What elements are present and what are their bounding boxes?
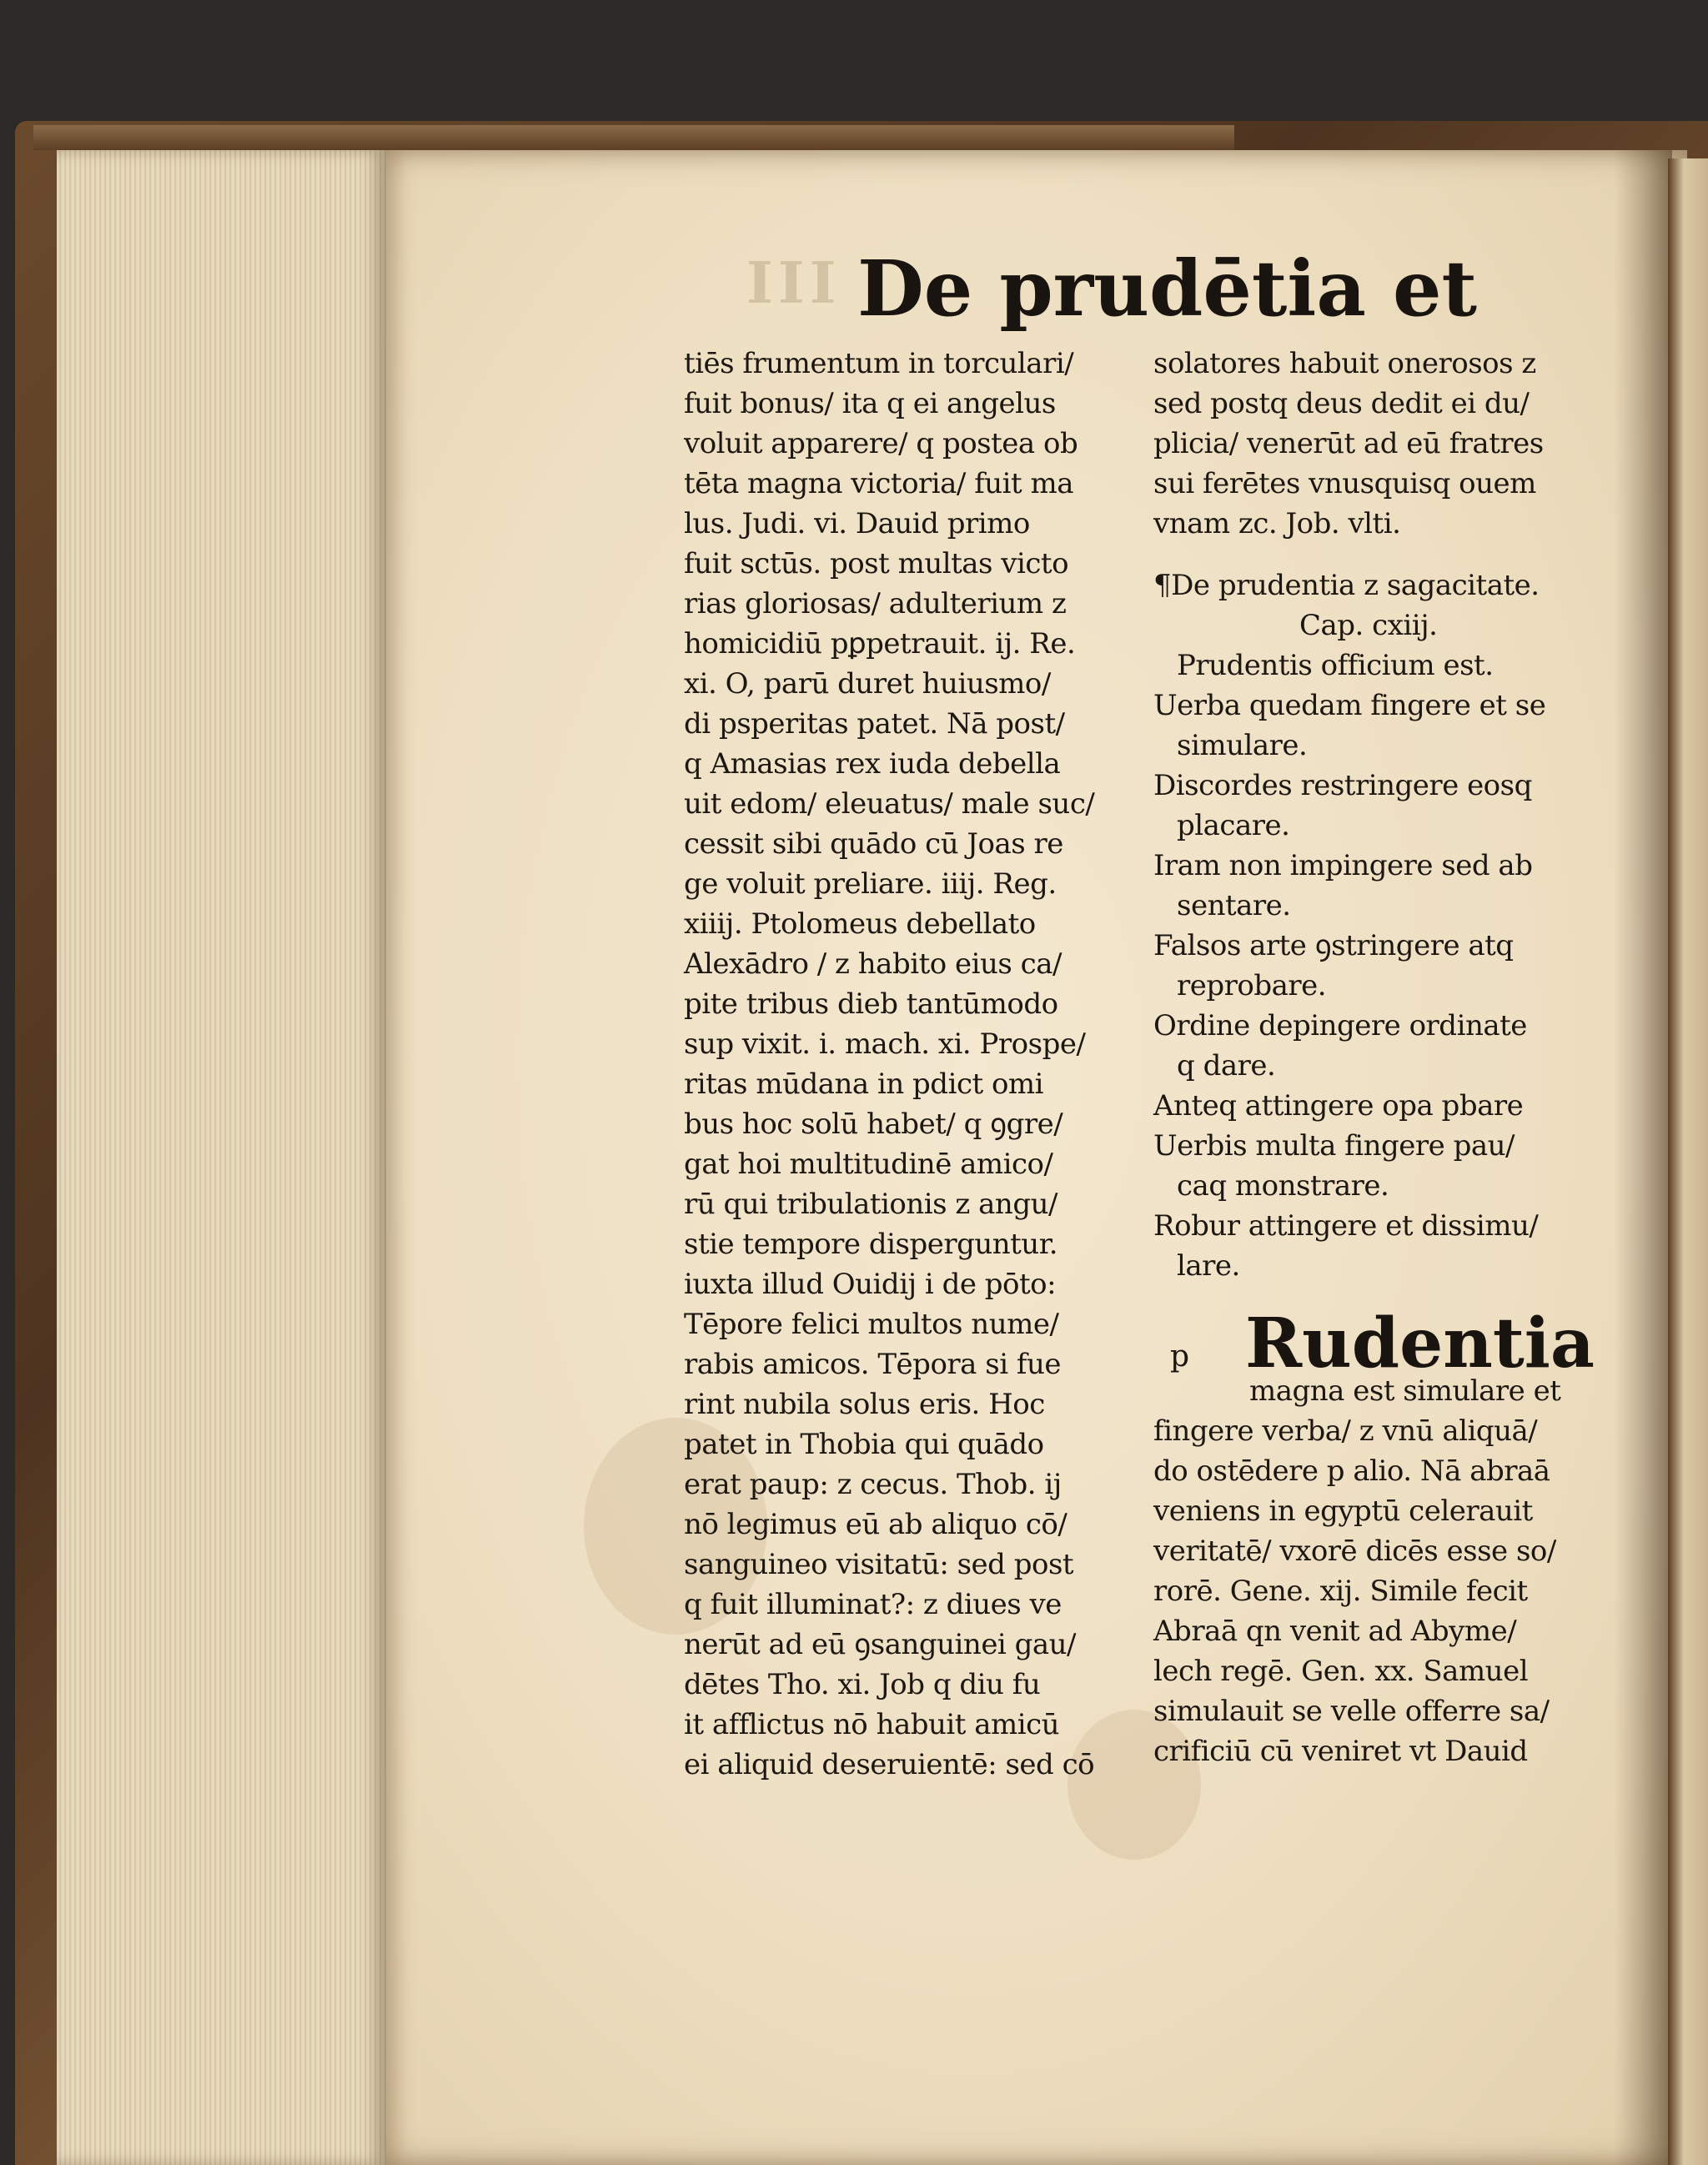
text-line: simulauit se velle offerre sa/ <box>1153 1695 1550 1728</box>
text-line: nō legimus eū ab aliquo cō/ <box>684 1508 1068 1541</box>
text-line: q fuit illuminat?: z diues ve <box>684 1588 1062 1621</box>
text-line: nerūt ad eū ꝯsanguinei gau/ <box>684 1628 1077 1661</box>
text-line: rorē. Gene. xij. Simile fecit <box>1153 1575 1528 1608</box>
text-line: voluit apparere/ q postea ob <box>684 427 1078 460</box>
verse-line: simulare. <box>1177 729 1308 762</box>
text-line: patet in Thobia qui quādo <box>684 1428 1044 1461</box>
text-line: xi. O, parū duret huiusmo/ <box>684 667 1051 701</box>
verse-line: Iram non impingere sed ab <box>1153 849 1533 882</box>
text-line: solatores habuit onerosos z <box>1153 347 1536 380</box>
text-line: lus. Judi. vi. Dauid primo <box>684 507 1030 540</box>
text-line: ei aliquid deseruientē: sed cō <box>684 1748 1095 1781</box>
text-line: plicia/ venerūt ad eū fratres <box>1153 427 1544 460</box>
verse-line: Falsos arte ꝯstringere atq <box>1153 929 1514 962</box>
verse-intro: Prudentis officium est. <box>1177 649 1494 682</box>
chapter-heading: ¶De prudentia z sagacitate. <box>1153 569 1540 602</box>
text-line: sed postq deus dedit ei du/ <box>1153 387 1530 420</box>
running-title: De prudētia et <box>857 244 1478 334</box>
text-line: rabis amicos. Tēpora si fue <box>684 1348 1061 1381</box>
verse-line: caq monstrare. <box>1177 1169 1389 1203</box>
text-line: q Amasias rex iuda debella <box>684 747 1061 781</box>
text-line: Alexādro / z habito eius ca/ <box>684 947 1062 981</box>
text-line: magna est simulare et <box>1249 1374 1561 1408</box>
gutter-shadow <box>1614 150 1672 2165</box>
text-line: vnam zc. Job. vlti. <box>1153 507 1401 540</box>
verse-line: Uerbis multa fingere pau/ <box>1153 1129 1515 1163</box>
verse-line: Uerba quedam fingere et se <box>1153 689 1546 722</box>
text-line: Tēpore felici multos nume/ <box>684 1308 1059 1341</box>
text-line: erat paup: z cecus. Thob. ij <box>684 1468 1062 1501</box>
right-text-column <box>1153 344 1608 1286</box>
text-line: uit edom/ eleuatus/ male suc/ <box>684 787 1095 821</box>
verse-line: q dare. <box>1177 1049 1276 1082</box>
text-line: fuit bonus/ ita q ei angelus <box>684 387 1056 420</box>
text-line: gat hoi multitudinē amico/ <box>684 1148 1053 1181</box>
left-text-column <box>684 344 1134 1785</box>
verse-line: Discordes restringere eosq <box>1153 769 1532 802</box>
text-line: veniens in egyptū celerauit <box>1153 1494 1533 1528</box>
text-line: ritas mūdana in pdict omi <box>684 1067 1044 1101</box>
section-heading-word: Rudentia <box>1245 1304 1595 1384</box>
verse-line: reprobare. <box>1177 969 1327 1002</box>
verse-line: lare. <box>1177 1249 1240 1283</box>
page-edges-left <box>57 150 386 2165</box>
text-line: Abraā qn venit ad Abyme/ <box>1153 1615 1517 1648</box>
verse-line: Robur attingere et dissimu/ <box>1153 1209 1539 1243</box>
text-line: rū qui tribulationis z angu/ <box>684 1188 1057 1221</box>
text-line: do ostēdere p alio. Nā abraā <box>1153 1454 1550 1488</box>
cover-top-edge <box>33 125 1234 150</box>
text-line: veritatē/ vxorē dicēs esse so/ <box>1153 1535 1556 1568</box>
text-line: fuit sctūs. post multas victo <box>684 547 1069 580</box>
text-line: rias gloriosas/ adulterium z <box>684 587 1067 620</box>
facing-page-edge <box>1668 158 1708 2165</box>
text-line: di psperitas patet. Nā post/ <box>684 707 1065 741</box>
text-line: sup vixit. i. mach. xi. Prospe/ <box>684 1027 1086 1061</box>
verse-line: Ordine depingere ordinate <box>1153 1009 1527 1042</box>
text-line: bus hoc solū habet/ q ꝯgre/ <box>684 1108 1063 1141</box>
text-line: sanguineo visitatū: sed post <box>684 1548 1074 1581</box>
text-line: cessit sibi quādo cū Joas re <box>684 827 1063 861</box>
verse-line: placare. <box>1177 809 1290 842</box>
bleed-through-text: III <box>746 250 841 317</box>
right-text-column-bottom <box>1153 1371 1620 1771</box>
text-line: it afflictus nō habuit amicū <box>684 1708 1060 1741</box>
text-line: fingere verba/ z vnū aliquā/ <box>1153 1414 1538 1448</box>
chapter-number: Cap. cxiij. <box>1299 609 1438 642</box>
text-line: tiēs frumentum in torculari/ <box>684 347 1074 380</box>
text-line: homicidiū pꝑpetrauit. ij. Re. <box>684 627 1076 661</box>
guide-letter: p <box>1170 1339 1190 1374</box>
verse-line: Anteq attingere opa pbare <box>1153 1089 1524 1123</box>
text-line: rint nubila solus eris. Hoc <box>684 1388 1045 1421</box>
text-line: stie tempore disperguntur. <box>684 1228 1058 1261</box>
verse-line: sentare. <box>1177 889 1291 922</box>
text-line: sui ferētes vnusquisq ouem <box>1153 467 1536 500</box>
text-line: tēta magna victoria/ fuit ma <box>684 467 1074 500</box>
text-line: crificiū cū veniret vt Dauid <box>1153 1735 1528 1768</box>
text-line: lech regē. Gen. xx. Samuel <box>1153 1655 1529 1688</box>
text-line: xiiij. Ptolomeus debellato <box>684 907 1036 941</box>
text-line: dētes Tho. xi. Job q diu fu <box>684 1668 1041 1701</box>
text-line: pite tribus dieb tantūmodo <box>684 987 1058 1021</box>
text-line: ge voluit preliare. iiij. Reg. <box>684 867 1057 901</box>
text-line: iuxta illud Ouidij i de pōto: <box>684 1268 1057 1301</box>
